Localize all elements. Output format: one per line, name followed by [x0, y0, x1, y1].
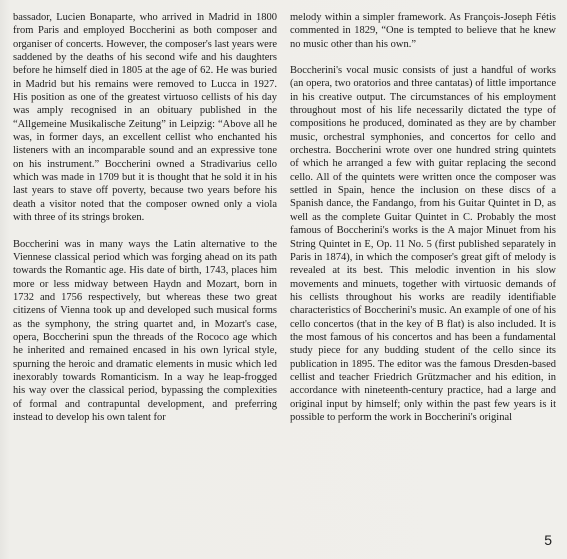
left-column [13, 11, 277, 424]
right-paragraph-1: melody within a simpler framework. As François-Joseph Fétis commented in 1829, “One is tempted to believe that he knew no music other than his own.” [290, 12, 556, 50]
right-column [290, 11, 556, 424]
left-paragraph-2: Boccherini was in many ways the Latin alternative to the Viennese classical period which was forging ahead on its path towards the Romantic age. His date of birth, 1743, places him more or less midway between Haydn and Mozart, born in 1732 and 1756 respectively, but whereas these two great citizens of Vienna took up and developed such musical forms as the symphony, the string quartet and, in Mozart's case, opera, Boccherini spun the threads of the Rococo age which he inherited and remained encased in his own lyrical style, spurning the heroic and dramatic elements in music which led inexorably towards Romanticism. In a way he leap-frogged his way over the classical period, bypassing the complexities of formal and contrapuntal development, and preferring instead to develop his own talent for [13, 238, 277, 423]
page-number: 5 [544, 532, 552, 548]
left-paragraph-1: bassador, Lucien Bonaparte, who arrived in Madrid in 1800 from Paris and employed Boccherini as both composer and organiser of concerts. However, the composer's last years were saddened by the deaths of his second wife and his daughters before he himself died in 1805 at the age of 62. He was buried in Madrid but his remains were removed to Lucca in 1927. His position as one of the greatest virtuoso cellists of his day was amply recognised in an obituary published in the “Allgemeine Musikalische Zeitung” in Leipzig: “Above all he was, in former days, an excellent cellist who enchanted his listeners with an incomparable sound and an expressive tone on his instrument.” Boccherini owned a Stradivarius cello which was made in 1709 but it is thought that he sold it in his last years to stave off poverty, because two years before his death a visitor noted that the composer owned only a viola with three of its strings broken. [13, 12, 277, 224]
right-paragraph-2: Boccherini's vocal music consists of just a handful of works (an opera, two oratorios and three cantatas) of little importance in his creative output. The circumstances of his employment throughout most of his life necessarily dictated the type of compositions he produced, dominated as they are by chamber music, orchestral symphonies, and concertos for cello and orchestra. Boccherini wrote over one hundred string quintets of which he arranged a few with guitar replacing the second cello. All of the quintets were written once the composer was settled in Spain, hence the inclusion on these discs of a Spanish dance, the Fandango, from his Guitar Quintet in D, as well as the complete Guitar Quintet in C. Probably the most famous of Boccherini's works is the A major Minuet from his String Quintet in E, Op. 11 No. 5 (first published separately in Paris in 1874), in which the composer's great gift of melody is revealed at its best. This melodic invention in his slow movements and minuets, together with virtuosic demands of his cellists throughout his works are readily identifiable characteristics of Boccherini's music. An example of one of his cello concertos (that in the key of B flat) is also included. It is the most famous of his concertos and has been a fundamental study piece for any budding student of the cello since its publication in 1895. The editor was the famous Dresden-based cellist and teacher Friedrich Grützmacher and his edition, in accordance with nineteenth-century practice, had a large and original input by himself; only within the past few years is it possible to perform the work in Boccherini's original [290, 65, 556, 423]
